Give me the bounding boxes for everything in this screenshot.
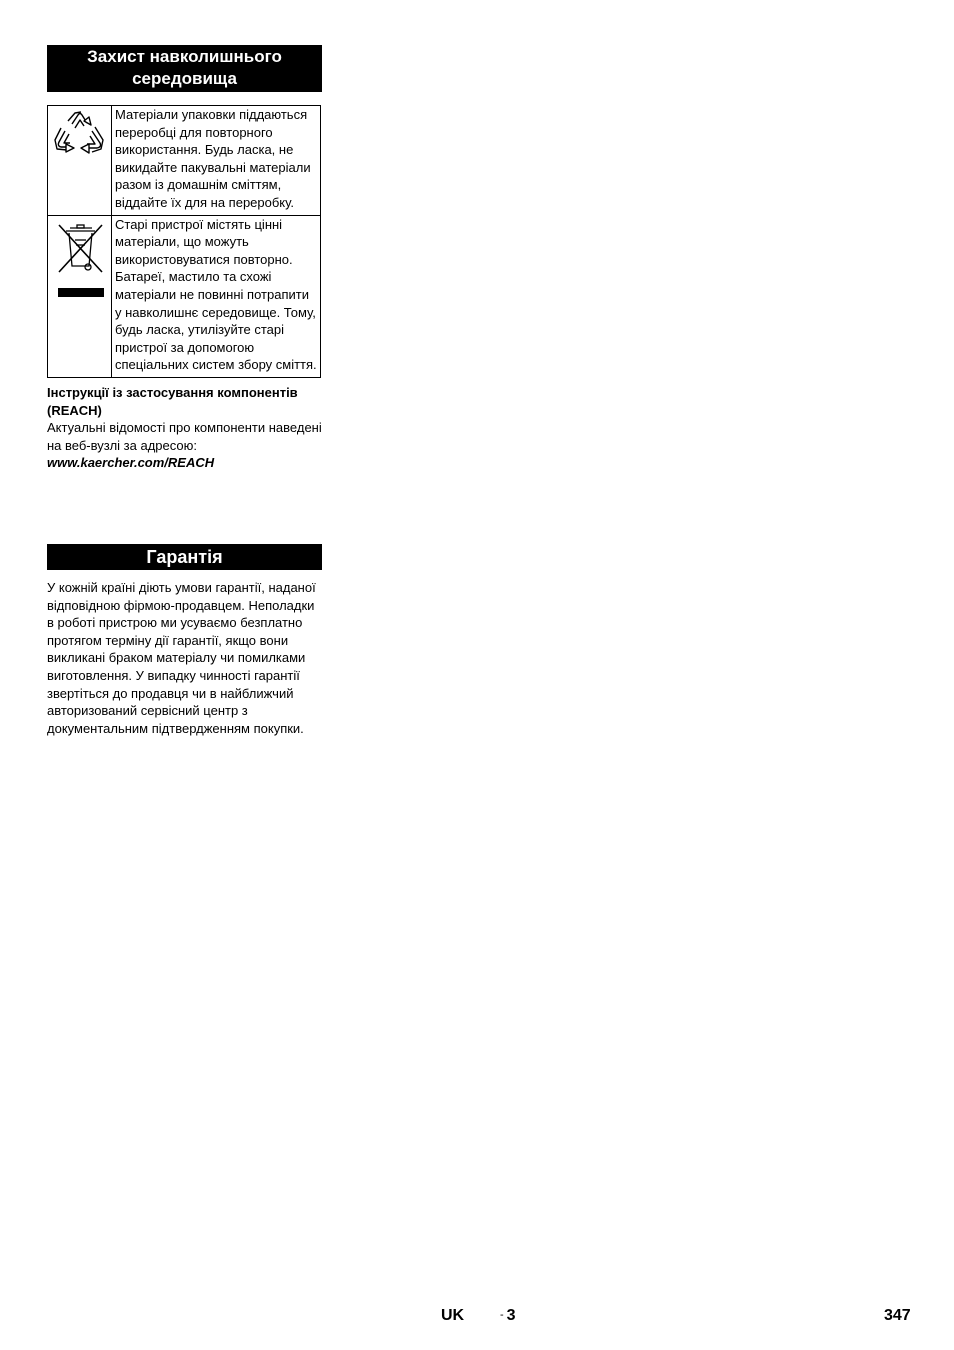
crossed-bin-icon <box>50 216 110 302</box>
table-row <box>48 106 321 216</box>
footer-section-page <box>500 1307 516 1327</box>
reach-url-link[interactable]: www.kaercher.com/REACH <box>47 455 215 471</box>
symbols-table <box>47 105 321 378</box>
bin-icon-cell <box>48 215 112 377</box>
footer-language: UK <box>441 1307 465 1324</box>
recycle-icon <box>51 106 109 170</box>
table-row <box>48 215 321 377</box>
footer-page-number: 347 <box>884 1307 911 1324</box>
footer-dash: - <box>500 1309 504 1321</box>
footer-page-in-section: 3 <box>506 1307 516 1324</box>
warranty-text: У кожній країні діють умови гарантії, наданої відповідною фірмою-продавцем. Неполадки в роботі пристрою ми усуваємо безплатно протягом терміну дії гарантії, якщо вони викликані браком матеріалу чи помилками виготовлення. У випадку чинності гарантії звертіться до продавця чи в найближчий авторизований сервісний центр з документальним підтвердженням покупки. <box>47 580 316 736</box>
reach-heading: Інструкції із застосування компонентів (REACH) <box>47 384 298 418</box>
warranty-section <box>47 544 322 737</box>
reach-text: Актуальні відомості про компоненти наведені на веб-вузлі за адресою: <box>47 420 322 453</box>
environment-heading: Захист навколишнього середовища <box>47 45 322 92</box>
recycle-icon-cell <box>48 106 112 216</box>
packaging-text: Матеріали упаковки піддаються переробці для повторного використання. Будь ласка, не викидайте пакувальні матеріали разом із домашнім сміттям, віддайте їх для на переробку. <box>112 106 321 216</box>
old-devices-text: Старі пристрої містять цінні матеріали, що можуть використовуватися повторно. Батареї, мастило та схожі матеріали не повинні потрапити у навколишнє середовище. Тому, будь ласка, утилізуйте старі пристрої за допомогою спеціальних систем збору сміття. <box>112 215 321 377</box>
warranty-heading: Гарантія <box>47 544 322 570</box>
environment-section <box>47 45 322 472</box>
